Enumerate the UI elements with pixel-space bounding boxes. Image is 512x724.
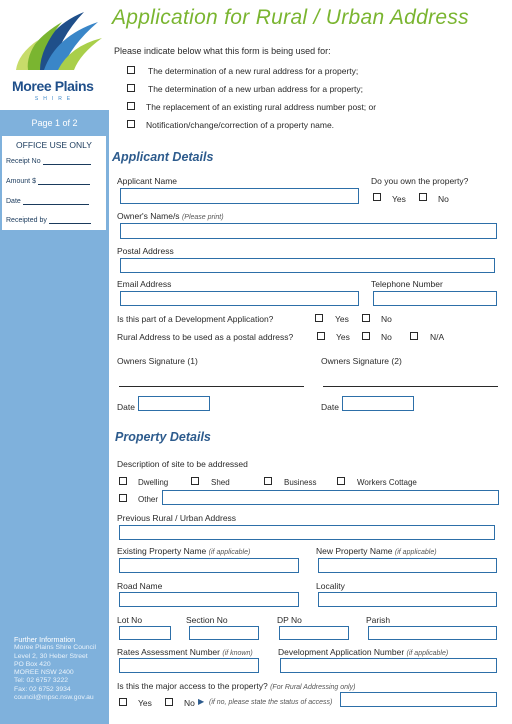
postal-use-na-checkbox[interactable] [410, 332, 418, 340]
site-description-label: Description of site to be addressed [117, 459, 248, 469]
site-shed-label: Shed [211, 478, 230, 487]
postal-use-question: Rural Address to be used as a postal address? [117, 332, 294, 342]
dp-no-label: DP No [277, 615, 302, 625]
site-dwelling-label: Dwelling [138, 478, 169, 487]
owners-name-label: Owner's Name/s (Please print) [117, 211, 224, 221]
new-name-label: New Property Name (if applicable) [316, 546, 437, 556]
owner-signature-2-line[interactable] [323, 385, 498, 387]
locality-field[interactable] [318, 592, 497, 607]
previous-address-label: Previous Rural / Urban Address [117, 513, 237, 523]
date-2-field[interactable] [342, 396, 414, 411]
office-receipted-by: Receipted by [6, 217, 91, 224]
intro-text: Please indicate below what this form is being used for: [114, 46, 331, 56]
dev-application-question: Is this part of a Development Application? [117, 314, 274, 324]
property-details-heading: Property Details [115, 430, 211, 444]
telephone-label: Telephone Number [371, 279, 443, 289]
site-other-checkbox[interactable] [119, 494, 127, 502]
own-property-no-label: No [438, 194, 449, 204]
previous-address-field[interactable] [119, 525, 495, 540]
postal-address-field[interactable] [120, 258, 495, 273]
own-property-no-checkbox[interactable] [419, 193, 427, 201]
owners-name-field[interactable] [120, 223, 497, 239]
site-shed-checkbox[interactable] [191, 477, 199, 485]
dev-app-yes-label: Yes [335, 314, 349, 324]
site-workers-cottage-checkbox[interactable] [337, 477, 345, 485]
parish-label: Parish [366, 615, 391, 625]
site-other-label: Other [138, 495, 159, 504]
office-date: Date [6, 198, 89, 205]
page-indicator: Page 1 of 2 [31, 118, 78, 128]
further-heading: Further Information [14, 635, 76, 644]
further-line: MOREE NSW 2400 [14, 669, 74, 677]
council-logo-icon [14, 8, 104, 78]
further-line: PO Box 420 [14, 660, 51, 668]
date-1-field[interactable] [138, 396, 210, 411]
further-line: Level 2, 30 Heber Street [14, 652, 88, 660]
postal-use-no-checkbox[interactable] [362, 332, 370, 340]
telephone-field[interactable] [373, 291, 497, 306]
date-1-label: Date [117, 402, 135, 412]
access-status-hint: (if no, please state the status of access) [209, 699, 333, 706]
site-other-field[interactable] [162, 490, 499, 505]
site-workers-cottage-label: Workers Cottage [357, 478, 417, 487]
dev-app-number-field[interactable] [280, 658, 497, 673]
section-no-field[interactable] [189, 626, 259, 640]
postal-use-yes-label: Yes [336, 332, 350, 342]
office-receipt-no: Receipt No [6, 158, 91, 165]
existing-name-field[interactable] [119, 558, 299, 573]
office-use-box [1, 135, 107, 231]
dp-no-field[interactable] [279, 626, 349, 640]
major-access-question: Is this the major access to the property? (For Rural Addressing only) [117, 681, 356, 691]
if-known-hint: (if known) [222, 650, 253, 657]
if-applicable-hint: (if applicable) [406, 650, 449, 657]
if-applicable-hint: (if applicable) [208, 549, 251, 556]
own-property-yes-label: Yes [392, 194, 406, 204]
purpose-label-1: The determination of a new rural address for a property; [148, 66, 359, 76]
major-access-yes-label: Yes [138, 698, 152, 708]
purpose-label-3: The replacement of an existing rural address number post; or [146, 102, 377, 112]
owner-signature-2-label: Owners Signature (2) [321, 356, 402, 366]
owner-signature-1-line[interactable] [119, 385, 304, 387]
access-status-field[interactable] [340, 692, 497, 707]
rates-assessment-label: Rates Assessment Number (if known) [117, 647, 253, 657]
site-business-checkbox[interactable] [264, 477, 272, 485]
arrow-right-icon: ▶ [198, 697, 205, 706]
postal-address-label: Postal Address [117, 246, 174, 256]
date-2-label: Date [321, 402, 339, 412]
further-line: Moree Plains Shire Council [14, 644, 96, 652]
applicant-name-field[interactable] [120, 188, 359, 204]
logo-subtext: SHIRE [34, 96, 76, 102]
further-line: Fax: 02 6752 3934 [14, 685, 71, 693]
applicant-name-label: Applicant Name [117, 176, 178, 186]
postal-use-na-label: N/A [430, 332, 445, 342]
dev-app-yes-checkbox[interactable] [315, 314, 323, 322]
road-name-field[interactable] [119, 592, 299, 607]
parish-field[interactable] [368, 626, 497, 640]
site-dwelling-checkbox[interactable] [119, 477, 127, 485]
existing-name-label: Existing Property Name (if applicable) [117, 546, 251, 556]
dev-app-no-label: No [381, 314, 392, 324]
purpose-label-4: Notification/change/correction of a property name. [146, 120, 335, 130]
major-access-no-label: No [184, 698, 195, 708]
purpose-checkbox-3[interactable] [127, 102, 135, 110]
road-name-label: Road Name [117, 581, 163, 591]
applicant-details-heading: Applicant Details [112, 150, 214, 164]
major-access-no-checkbox[interactable] [165, 698, 173, 706]
new-name-field[interactable] [318, 558, 497, 573]
rates-assessment-field[interactable] [119, 658, 259, 673]
further-information [14, 636, 106, 702]
dev-app-number-label: Development Application Number (if applicable) [278, 647, 449, 657]
lot-no-label: Lot No [117, 615, 143, 625]
purpose-checkbox-4[interactable] [127, 120, 135, 128]
email-address-label: Email Address [117, 279, 172, 289]
purpose-label-2: The determination of a new urban address for a property; [148, 84, 363, 94]
further-line: Tel: 02 6757 3222 [14, 677, 69, 685]
logo-area [0, 0, 109, 110]
site-business-label: Business [284, 478, 317, 487]
email-address-field[interactable] [120, 291, 359, 306]
postal-use-yes-checkbox[interactable] [317, 332, 325, 340]
lot-no-field[interactable] [119, 626, 171, 640]
office-use-title: OFFICE USE ONLY [16, 140, 92, 150]
office-amount: Amount $ [6, 178, 90, 185]
dev-app-no-checkbox[interactable] [362, 314, 370, 322]
locality-label: Locality [316, 581, 345, 591]
postal-use-no-label: No [381, 332, 392, 342]
logo-text: Moree Plains [12, 78, 94, 94]
form-title: Application for Rural / Urban Address [112, 6, 469, 29]
further-line: council@mpsc.nsw.gov.au [14, 694, 94, 702]
purpose-checkbox-1[interactable] [127, 66, 135, 74]
own-property-label: Do you own the property? [371, 176, 469, 186]
section-no-label: Section No [186, 615, 228, 625]
if-applicable-hint: (if applicable) [394, 549, 437, 556]
owner-signature-1-label: Owners Signature (1) [117, 356, 198, 366]
please-print-hint: (Please print) [181, 214, 224, 221]
major-access-yes-checkbox[interactable] [119, 698, 127, 706]
purpose-checkbox-2[interactable] [127, 84, 135, 92]
rural-only-hint: (For Rural Addressing only) [270, 684, 356, 691]
own-property-yes-checkbox[interactable] [373, 193, 381, 201]
